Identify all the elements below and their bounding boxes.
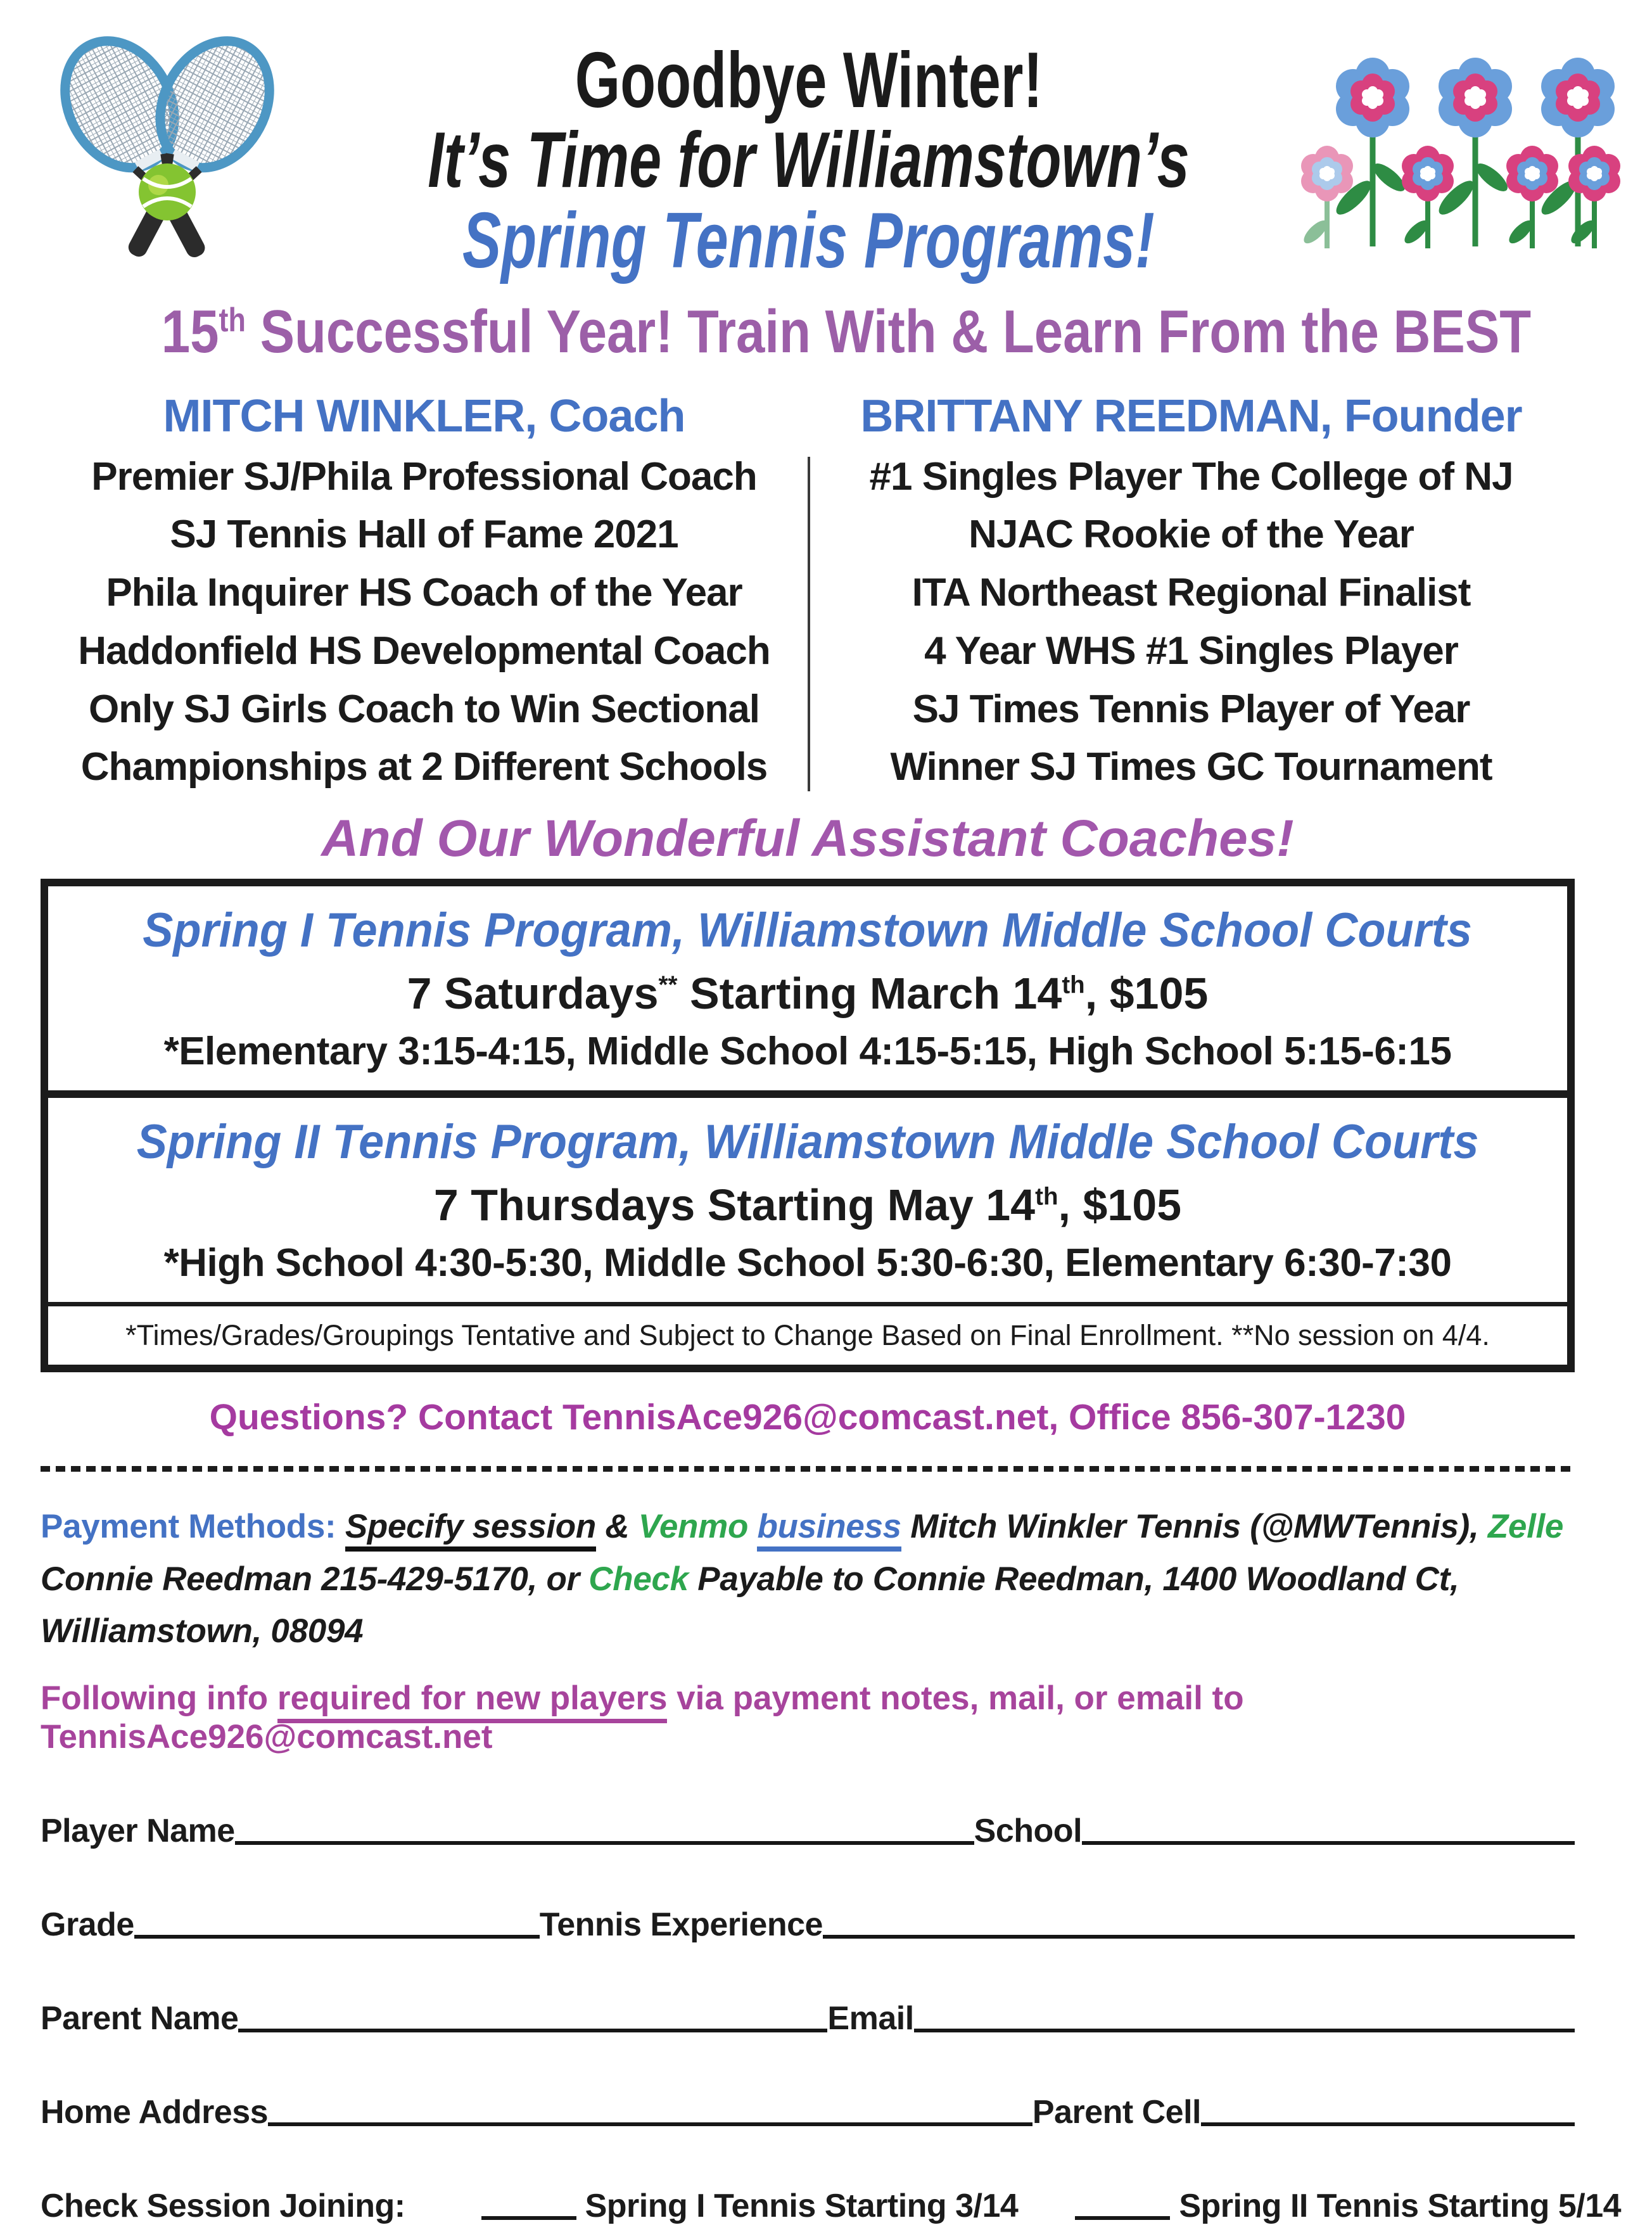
business-text: business xyxy=(757,1508,901,1552)
credential-line: 4 Year WHS #1 Singles Player xyxy=(924,628,1458,673)
tennis-rackets-icon xyxy=(41,35,294,264)
credential-line: Haddonfield HS Developmental Coach xyxy=(78,628,770,673)
program-times: *Elementary 3:15-4:15, Middle School 4:15-5:15, High School 5:15-6:15 xyxy=(163,1030,1452,1074)
coaches-section xyxy=(41,386,1575,796)
spring-1-program xyxy=(48,886,1567,1090)
credential-line: Premier SJ/Phila Professional Coach xyxy=(91,454,757,499)
program-times: *High School 4:30-5:30, Middle School 5:30-6:30, Elementary 6:30-7:30 xyxy=(163,1241,1452,1285)
parent-name-label: Parent Name xyxy=(41,1999,239,2037)
check-session-label: Check Session Joining: xyxy=(41,2187,405,2224)
player-name-label: Player Name xyxy=(41,1812,235,1849)
credential-line: Only SJ Girls Coach to Win Sectional xyxy=(89,687,759,731)
parent-cell-label: Parent Cell xyxy=(1032,2093,1201,2131)
credential-line: ITA Northeast Regional Finalist xyxy=(912,571,1471,615)
program-schedule: 7 Saturdays** Starting March 14th, $105 xyxy=(407,969,1209,1019)
session-2-option-label: Spring II Tennis Starting 5/14 xyxy=(1179,2187,1622,2224)
form-row-grade-experience xyxy=(41,1906,1575,1944)
home-address-label: Home Address xyxy=(41,2093,269,2131)
session-1-option-label: Spring I Tennis Starting 3/14 xyxy=(585,2187,1019,2224)
column-divider xyxy=(808,457,810,791)
payment-text: & xyxy=(595,1508,639,1546)
session-1-checkbox-line[interactable] xyxy=(481,2216,576,2220)
tennis-experience-field[interactable] xyxy=(823,1935,1575,1939)
school-label: School xyxy=(974,1812,1083,1849)
home-address-field[interactable] xyxy=(268,2122,1032,2126)
payment-text: Payable to Connie Reedman, 1400 Woodland Ct, Williamstown, 08094 xyxy=(41,1560,1459,1650)
coach-column-brittany xyxy=(808,386,1575,796)
header-line-1: Goodbye Winter! xyxy=(575,37,1043,124)
tennis-ball xyxy=(139,163,196,220)
questions-contact-line: Questions? Contact TennisAce926@comcast.net, Office 856-307-1230 xyxy=(209,1397,1406,1438)
coach-column-mitch xyxy=(41,386,808,796)
school-field[interactable] xyxy=(1082,1841,1575,1845)
info-suffix: via payment notes, mail, or email to TennisAce926@comcast.net xyxy=(41,1679,1244,1756)
credential-line: Phila Inquirer HS Coach of the Year xyxy=(106,571,742,615)
credential-line: Championships at 2 Different Schools xyxy=(80,745,768,789)
payment-methods-paragraph xyxy=(41,1501,1575,1657)
form-row-parent-email xyxy=(41,1999,1575,2037)
program-title: Spring II Tennis Program, Williamstown Middle School Courts xyxy=(136,1115,1479,1170)
header-line-3: Spring Tennis Programs! xyxy=(462,196,1155,284)
tennis-experience-label: Tennis Experience xyxy=(539,1906,823,1943)
credential-line: Winner SJ Times GC Tournament xyxy=(890,745,1492,789)
credential-line: NJAC Rookie of the Year xyxy=(969,513,1414,557)
coach-name-heading: MITCH WINKLER, Coach xyxy=(163,391,685,442)
payment-text: Connie Reedman 215-429-5170, or xyxy=(41,1560,589,1598)
form-row-check-session xyxy=(41,2187,1622,2225)
email-field[interactable] xyxy=(914,2029,1575,2032)
parent-name-field[interactable] xyxy=(238,2029,827,2032)
zelle-label: Zelle xyxy=(1487,1508,1564,1546)
programs-box xyxy=(41,879,1575,1372)
check-label: Check xyxy=(588,1560,689,1598)
payment-text: Mitch Winkler Tennis (@MWTennis), xyxy=(901,1508,1488,1546)
box-divider xyxy=(48,1090,1567,1098)
venmo-label: Venmo xyxy=(638,1508,758,1546)
grade-field[interactable] xyxy=(134,1935,540,1939)
info-prefix: Following info xyxy=(41,1679,277,1717)
form-row-address-cell xyxy=(41,2093,1575,2131)
grade-label: Grade xyxy=(41,1906,134,1943)
spring-2-program xyxy=(48,1098,1567,1302)
header xyxy=(41,35,1575,284)
required-for-new-players-text: required for new players xyxy=(277,1680,668,1723)
session-2-checkbox-line[interactable] xyxy=(1075,2216,1170,2220)
box-divider xyxy=(48,1302,1567,1306)
parent-cell-field[interactable] xyxy=(1201,2122,1575,2126)
dashed-divider xyxy=(41,1466,1575,1472)
specify-session-text: Specify session xyxy=(345,1508,596,1552)
player-name-field[interactable] xyxy=(235,1841,974,1845)
spring-flowers-icon xyxy=(1323,42,1596,251)
credential-line: SJ Tennis Hall of Fame 2021 xyxy=(170,513,678,557)
coach-name-heading: BRITTANY REEDMAN, Founder xyxy=(860,391,1522,442)
assistant-coaches-line: And Our Wonderful Assistant Coaches! xyxy=(321,810,1294,868)
email-label: Email xyxy=(827,1999,914,2037)
year-banner: 15th Successful Year! Train With & Learn From the BEST xyxy=(161,298,1532,366)
program-title: Spring I Tennis Program, Williamstown Middle School Courts xyxy=(143,903,1473,958)
new-player-info-line xyxy=(41,1679,1575,1756)
payment-methods-label: Payment Methods: xyxy=(41,1508,345,1546)
fine-print-note: *Times/Grades/Groupings Tentative and Subject to Change Based on Final Enrollment. **No session on 4/4. xyxy=(125,1319,1490,1352)
credential-line: SJ Times Tennis Player of Year xyxy=(912,687,1470,731)
program-schedule: 7 Thursdays Starting May 14th, $105 xyxy=(433,1180,1182,1230)
header-line-2: It’s Time for Williamstown’s xyxy=(428,117,1190,205)
form-row-name-school xyxy=(41,1812,1575,1850)
header-titles xyxy=(294,35,1323,284)
credential-line: #1 Singles Player The College of NJ xyxy=(869,454,1513,499)
